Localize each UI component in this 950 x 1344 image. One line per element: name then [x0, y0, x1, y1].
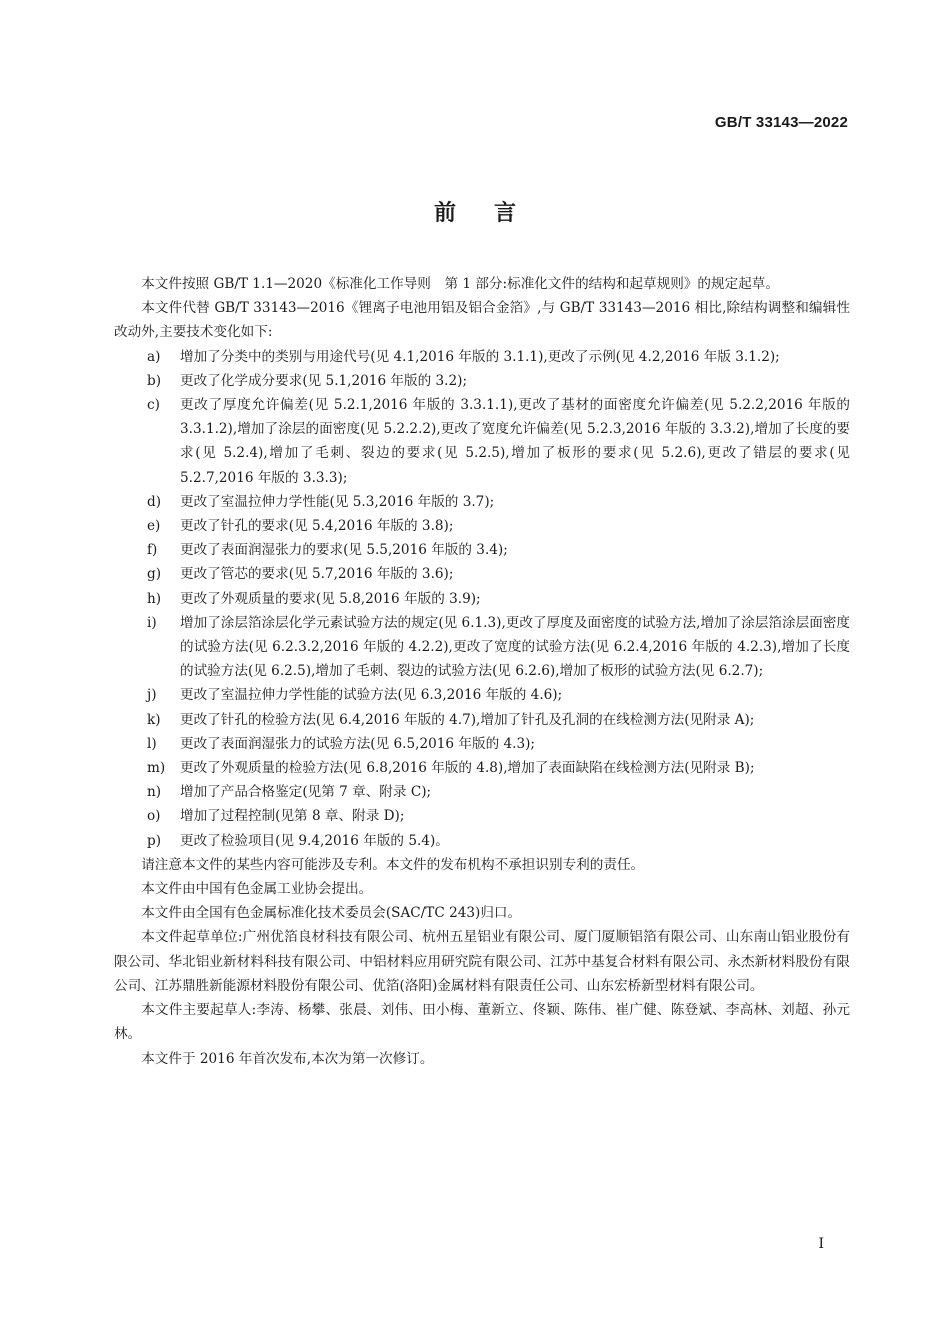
list-marker: k)	[147, 711, 161, 728]
list-marker: e)	[147, 518, 161, 535]
list-marker: i)	[147, 614, 157, 631]
list-item	[114, 708, 850, 732]
paragraph-drafters: 本文件主要起草人:李涛、杨攀、张晨、刘伟、田小梅、董新立、佟颖、陈伟、崔广健、陈登斌、李高林、刘超、孙元林。	[114, 1002, 850, 1043]
list-marker: m)	[147, 760, 166, 777]
list-item-text: 更改了化学成分要求(见 5.1,2016 年版的 3.2);	[180, 372, 468, 389]
paragraph-committee: 本文件由全国有色金属标准化技术委员会(SAC/TC 243)归口。	[141, 905, 522, 922]
technical-changes-list	[114, 345, 850, 853]
list-marker: j)	[147, 687, 157, 704]
list-marker: d)	[147, 493, 162, 510]
list-item	[114, 587, 850, 611]
paragraph-patent-notice: 请注意本文件的某些内容可能涉及专利。本文件的发布机构不承担识别专利的责任。	[141, 856, 645, 873]
list-item-text: 更改了针孔的检验方法(见 6.4,2016 年版的 4.7),增加了针孔及孔洞的在线检测方法(见附录 A);	[180, 711, 755, 728]
list-marker: c)	[147, 397, 160, 414]
document-code: GB/T 33143—2022	[714, 114, 848, 131]
list-item-text: 更改了表面润湿张力的要求(见 5.5,2016 年版的 3.4);	[180, 542, 508, 559]
paragraph-proposer: 本文件由中国有色金属工业协会提出。	[141, 881, 373, 898]
list-marker: g)	[147, 566, 162, 583]
list-item	[114, 345, 850, 369]
list-item	[114, 804, 850, 828]
list-marker: b)	[147, 372, 162, 389]
page-title: 前言	[433, 201, 554, 226]
list-item-text: 更改了外观质量的要求(见 5.8,2016 年版的 3.9);	[180, 590, 481, 607]
list-item	[114, 538, 850, 562]
list-item	[114, 683, 850, 707]
list-item	[114, 829, 850, 853]
list-marker: l)	[147, 735, 157, 752]
list-item-text: 增加了产品合格鉴定(见第 7 章、附录 C);	[180, 784, 432, 801]
list-item	[114, 393, 850, 490]
list-item-text: 更改了管芯的要求(见 5.7,2016 年版的 3.6);	[180, 566, 454, 583]
paragraph-publication-history: 本文件于 2016 年首次发布,本次为第一次修订。	[141, 1050, 434, 1067]
list-marker: n)	[147, 784, 162, 801]
list-item	[114, 756, 850, 780]
paragraph-drafting-units: 本文件起草单位:广州优箔良材科技有限公司、杭州五星铝业有限公司、厦门厦顺铝箔有限公司、山东南山铝业股份有限公司、华北铝业新材料科技有限公司、中铝材料应用研究院有限公司、江苏中基复合材料有限公司、永杰新材料股份有限公司、江苏鼎胜新能源材料股份有限公司、优箔(洛阳)金属材料有限责任公司、山东宏桥新型材料有限公司。	[114, 929, 850, 994]
page-number: I	[818, 1236, 824, 1252]
list-item-text: 更改了针孔的要求(见 5.4,2016 年版的 3.8);	[180, 518, 454, 535]
list-marker: h)	[147, 590, 162, 607]
list-item-text: 增加了分类中的类别与用途代号(见 4.1,2016 年版的 3.1.1),更改了示例(见 4.2,2016 年版 3.1.2);	[180, 348, 780, 365]
paragraph-drafting-rules: 本文件按照 GB/T 1.1—2020《标准化工作导则 第 1 部分:标准化文件的结构和起草规则》的规定起草。	[141, 276, 779, 292]
paragraph-replacement-note: 本文件代替 GB/T 33143—2016《锂离子电池用铝及铝合金箔》,与 GB/T 33143—2016 相比,除结构调整和编辑性改动外,主要技术变化如下:	[114, 300, 850, 341]
list-item-text: 增加了涂层箔涂层化学元素试验方法的规定(见 6.1.3),更改了厚度及面密度的试验方法,增加了涂层箔涂层面密度的试验方法(见 6.2.3.2,2016 年版的 4.2.2),更改了宽度的试验方法(见 6.2.4,2016 年版的 4.2.3),增加了长度的试验方法(见 6.2.5),增加了毛刺、裂边的试验方法(见 6.2.6),增加了板形的试验方法(见 6.2.7);	[180, 614, 850, 680]
list-item	[114, 562, 850, 586]
list-marker: o)	[147, 808, 161, 825]
foreword-body	[114, 272, 850, 1071]
list-item-text: 更改了检验项目(见 9.4,2016 年版的 5.4)。	[180, 832, 449, 849]
list-item	[114, 732, 850, 756]
list-item	[114, 490, 850, 514]
list-item-text: 更改了厚度允许偏差(见 5.2.1,2016 年版的 3.3.1.1),更改了基材的面密度允许偏差(见 5.2.2,2016 年版的 3.3.1.2),增加了涂层的面密度(见 5.2.2.2),更改了宽度允许偏差(见 5.2.3,2016 年版的 3.3.2),增加了长度的要求(见 5.2.4),增加了毛刺、裂边的要求(见 5.2.5),增加了板形的要求(见 5.2.6),更改了错层的要求(见 5.2.7,2016 年版的 3.3.3);	[180, 397, 850, 486]
list-item-text: 更改了室温拉伸力学性能的试验方法(见 6.3,2016 年版的 4.6);	[180, 687, 563, 704]
list-item	[114, 369, 850, 393]
list-item-text: 更改了室温拉伸力学性能(见 5.3,2016 年版的 3.7);	[180, 493, 495, 510]
list-item	[114, 611, 850, 684]
list-marker: f)	[147, 542, 158, 559]
list-marker: a)	[147, 348, 161, 365]
list-item-text: 更改了表面润湿张力的试验方法(见 6.5,2016 年版的 4.3);	[180, 735, 535, 752]
list-item-text: 更改了外观质量的检验方法(见 6.8,2016 年版的 4.8),增加了表面缺陷在线检测方法(见附录 B);	[180, 760, 755, 777]
list-item-text: 增加了过程控制(见第 8 章、附录 D);	[180, 808, 405, 825]
list-item	[114, 780, 850, 804]
list-item	[114, 514, 850, 538]
list-marker: p)	[147, 832, 162, 849]
